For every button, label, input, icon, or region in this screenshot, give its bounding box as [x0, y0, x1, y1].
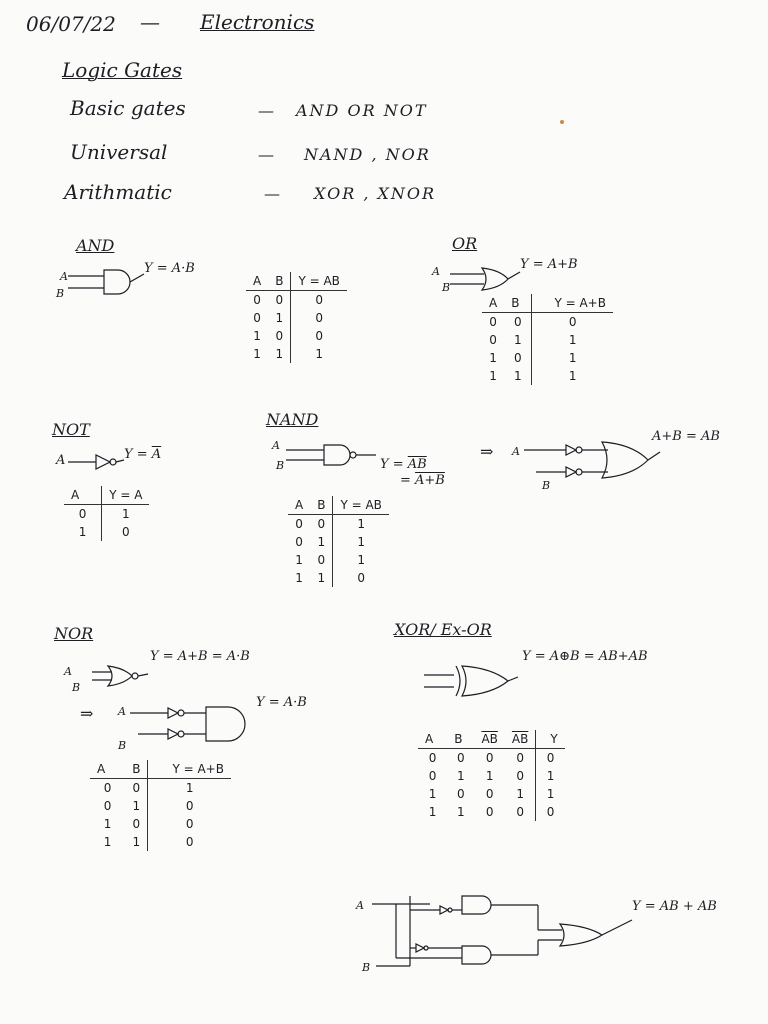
- not-equation: [124, 448, 161, 461]
- nand-title: NAND: [266, 410, 319, 429]
- not-input-a: A: [56, 453, 66, 468]
- table-row: [288, 533, 389, 551]
- not-gate-symbol: [66, 452, 126, 472]
- table-row: [246, 327, 347, 345]
- table-cell: 0: [103, 799, 112, 813]
- and-gate-symbol: [66, 268, 156, 298]
- table-header: A: [288, 496, 310, 515]
- table-cell: 1: [295, 571, 303, 585]
- nor-alt-input-b: B: [118, 739, 127, 752]
- table-cell: 1: [489, 351, 497, 365]
- table-cell: 0: [64, 505, 102, 524]
- xor-circuit-output: Y = AB + AB: [632, 899, 717, 914]
- and-truth-table: [246, 272, 347, 363]
- table-header: Y: [536, 730, 565, 749]
- nor-equation: Y = A+B = A·B: [150, 649, 250, 664]
- table-cell: 1: [489, 369, 497, 383]
- topic-title: Logic Gates: [62, 58, 183, 82]
- table-cell: 1: [295, 553, 303, 567]
- table-header: A: [246, 272, 268, 291]
- table-cell: 0: [485, 787, 494, 801]
- table-cell: 1: [457, 805, 465, 819]
- topic-row-universal-value: NAND , NOR: [304, 145, 431, 164]
- table-cell: 1: [103, 835, 112, 849]
- nand-input-a: A: [272, 439, 280, 452]
- topic-row-arith-dash: —: [264, 184, 280, 203]
- table-cell: 1: [185, 781, 194, 795]
- table-row: [482, 367, 613, 385]
- table-cell: 1: [64, 523, 102, 541]
- table-cell: 1: [125, 833, 148, 851]
- and-equation: Y = A·B: [144, 261, 195, 276]
- table-cell: 0: [268, 291, 291, 310]
- topic-row-basic-dash: —: [258, 101, 274, 120]
- nor-title: NOR: [54, 624, 94, 643]
- nand-eq2-prefix: =: [400, 473, 416, 488]
- xor-circuit-input-b: B: [362, 961, 371, 974]
- table-cell: 0: [546, 751, 555, 765]
- table-header: Y = A+B: [532, 294, 613, 313]
- table-cell: 1: [568, 369, 577, 383]
- xor-circuit-input-a: A: [356, 899, 364, 912]
- table-header: B: [268, 272, 291, 291]
- table-cell: 1: [428, 805, 437, 819]
- nand-eq2-bar: A+B: [415, 473, 445, 488]
- table-row: [482, 349, 613, 367]
- or-truth-table: [482, 294, 613, 385]
- nor-gate-symbol: [90, 664, 150, 688]
- table-cell: 0: [504, 313, 532, 332]
- table-row: [418, 767, 565, 785]
- table-header: Y = AB: [333, 496, 389, 515]
- and-title: AND: [76, 236, 115, 255]
- table-header: A: [482, 294, 504, 313]
- table-cell: 1: [357, 517, 365, 531]
- table-cell: 0: [489, 333, 497, 347]
- table-header: Y = AB: [291, 272, 347, 291]
- table-cell: 0: [253, 293, 261, 307]
- nor-arrow: ⇒: [80, 704, 94, 723]
- nand-eq1-bar: $\overline{AB}$: [407, 457, 427, 472]
- table-cell: 0: [546, 805, 555, 819]
- table-cell: 0: [505, 749, 536, 768]
- nor-alt-output: Y = A·B: [256, 695, 307, 710]
- not-equation-bar: $\overline{A}$: [151, 447, 162, 462]
- table-cell: 1: [268, 345, 291, 363]
- table-cell: 0: [504, 349, 532, 367]
- table-cell: 0: [315, 311, 323, 325]
- table-cell: 1: [315, 347, 323, 361]
- table-cell: 0: [185, 817, 194, 831]
- table-row: [482, 331, 613, 349]
- table-cell: 1: [253, 329, 261, 343]
- table-row: [246, 345, 347, 363]
- table-cell: 1: [546, 769, 555, 783]
- table-cell: 0: [505, 803, 536, 821]
- or-input-b: B: [442, 281, 451, 294]
- table-cell: 0: [310, 551, 333, 569]
- xor-equation: Y = A⊕B = AB+AB: [522, 649, 648, 664]
- table-row: [418, 749, 565, 768]
- nand-arrow: ⇒: [480, 442, 494, 461]
- table-cell: 0: [185, 799, 194, 813]
- table-cell: 0: [457, 787, 465, 801]
- table-cell: 0: [428, 751, 437, 765]
- table-cell: 0: [568, 315, 577, 329]
- table-header: Y = A: [102, 486, 150, 505]
- or-title: OR: [452, 234, 478, 253]
- table-row: [90, 833, 231, 851]
- table-cell: 0: [103, 781, 112, 795]
- table-cell: 1: [505, 785, 536, 803]
- table-header: A: [418, 730, 447, 749]
- table-cell: 0: [485, 805, 494, 819]
- table-header: B: [447, 730, 474, 749]
- page-date: 06/07/22: [26, 12, 116, 36]
- table-row: [288, 515, 389, 534]
- nand-eq1-prefix: Y =: [380, 457, 408, 472]
- table-cell: 1: [504, 331, 532, 349]
- header-dash: —: [140, 10, 160, 34]
- table-cell: 1: [568, 351, 577, 365]
- table-cell: 1: [504, 367, 532, 385]
- table-row: [418, 785, 565, 803]
- table-cell: 1: [122, 507, 130, 521]
- table-cell: 0: [125, 815, 148, 833]
- table-cell: 0: [428, 769, 437, 783]
- table-row: [246, 309, 347, 327]
- nor-input-b: B: [72, 681, 81, 694]
- nand-gate-symbol: [284, 444, 380, 468]
- xor-implementation-circuit: [370, 890, 634, 980]
- table-cell: 0: [295, 535, 303, 549]
- and-input-b: B: [56, 287, 65, 300]
- table-cell: 0: [485, 751, 494, 765]
- table-cell: 1: [568, 333, 577, 347]
- table-header: B: [504, 294, 532, 313]
- topic-row-arith-value: XOR , XNOR: [314, 184, 437, 203]
- table-row: [90, 815, 231, 833]
- xor-title: XOR/ Ex-OR: [394, 620, 492, 639]
- table-cell: 0: [125, 779, 148, 798]
- not-equation-prefix: Y =: [124, 447, 152, 462]
- nand-input-b: B: [276, 459, 285, 472]
- table-cell: 1: [428, 787, 437, 801]
- table-row: [482, 313, 613, 332]
- table-cell: 0: [185, 835, 194, 849]
- table-cell: 0: [295, 517, 303, 531]
- table-cell: 1: [125, 797, 148, 815]
- table-cell: 1: [357, 553, 365, 567]
- page-subject: Electronics: [200, 10, 315, 34]
- or-equation: Y = A+B: [520, 257, 578, 272]
- xor-truth-table: [418, 730, 565, 821]
- table-cell: 0: [315, 293, 323, 307]
- table-cell: 0: [315, 329, 323, 343]
- table-header: A: [64, 486, 102, 505]
- table-row: [90, 779, 231, 798]
- table-cell: 1: [310, 569, 333, 587]
- nand-eq2: [400, 474, 445, 487]
- nand-truth-table: [288, 496, 389, 587]
- table-cell: 1: [357, 535, 365, 549]
- table-row: [288, 569, 389, 587]
- table-header: [474, 730, 504, 749]
- topic-row-universal-dash: —: [258, 145, 274, 164]
- ink-dot: [560, 120, 564, 124]
- table-cell: 0: [268, 327, 291, 345]
- table-cell: 0: [505, 767, 536, 785]
- topic-row-universal-label: Universal: [70, 140, 168, 164]
- table-cell: 1: [268, 309, 291, 327]
- not-truth-table: [64, 486, 149, 541]
- topic-row-basic-value: AND OR NOT: [296, 101, 428, 120]
- table-header: Y = A+B: [148, 760, 231, 779]
- table-header: [505, 730, 536, 749]
- table-header: B: [310, 496, 333, 515]
- table-cell: 1: [485, 769, 494, 783]
- nand-alt-output: A+B = AB: [652, 429, 720, 444]
- table-cell: 0: [122, 525, 130, 539]
- table-cell: 1: [103, 817, 112, 831]
- nor-alt-input-a: A: [118, 705, 126, 718]
- topic-row-arith-label: Arithmatic: [64, 180, 172, 204]
- nand-alt-input-b: B: [542, 479, 551, 492]
- table-cell: 0: [310, 515, 333, 534]
- nand-alt-input-a: A: [512, 445, 520, 458]
- table-row: [418, 803, 565, 821]
- xor-header-ab-bar-b: $\overline{AB}$: [511, 732, 529, 746]
- table-cell: 0: [489, 315, 497, 329]
- table-cell: 0: [457, 751, 465, 765]
- table-cell: 0: [357, 571, 365, 585]
- xor-gate-symbol: [422, 664, 518, 698]
- not-title: NOT: [52, 420, 90, 439]
- xor-header-ab-bar-a: $\overline{AB}$: [481, 732, 498, 746]
- table-cell: 1: [457, 769, 465, 783]
- table-row: [288, 551, 389, 569]
- table-row: [90, 797, 231, 815]
- topic-row-basic-label: Basic gates: [70, 96, 186, 120]
- table-row: [64, 523, 149, 541]
- nand-equivalent-circuit: [522, 438, 662, 482]
- table-header: B: [125, 760, 148, 779]
- table-row: [246, 291, 347, 310]
- table-row: [64, 505, 149, 524]
- or-gate-symbol: [444, 266, 524, 294]
- table-cell: 1: [310, 533, 333, 551]
- table-cell: 0: [253, 311, 261, 325]
- nor-input-a: A: [64, 665, 72, 678]
- nor-truth-table: [90, 760, 231, 851]
- nor-equivalent-circuit: [128, 704, 252, 744]
- table-cell: 1: [253, 347, 261, 361]
- nand-eq1: [380, 458, 427, 471]
- and-input-a: A: [60, 270, 68, 283]
- table-header: A: [90, 760, 125, 779]
- or-input-a: A: [432, 265, 440, 278]
- table-cell: 1: [546, 787, 555, 801]
